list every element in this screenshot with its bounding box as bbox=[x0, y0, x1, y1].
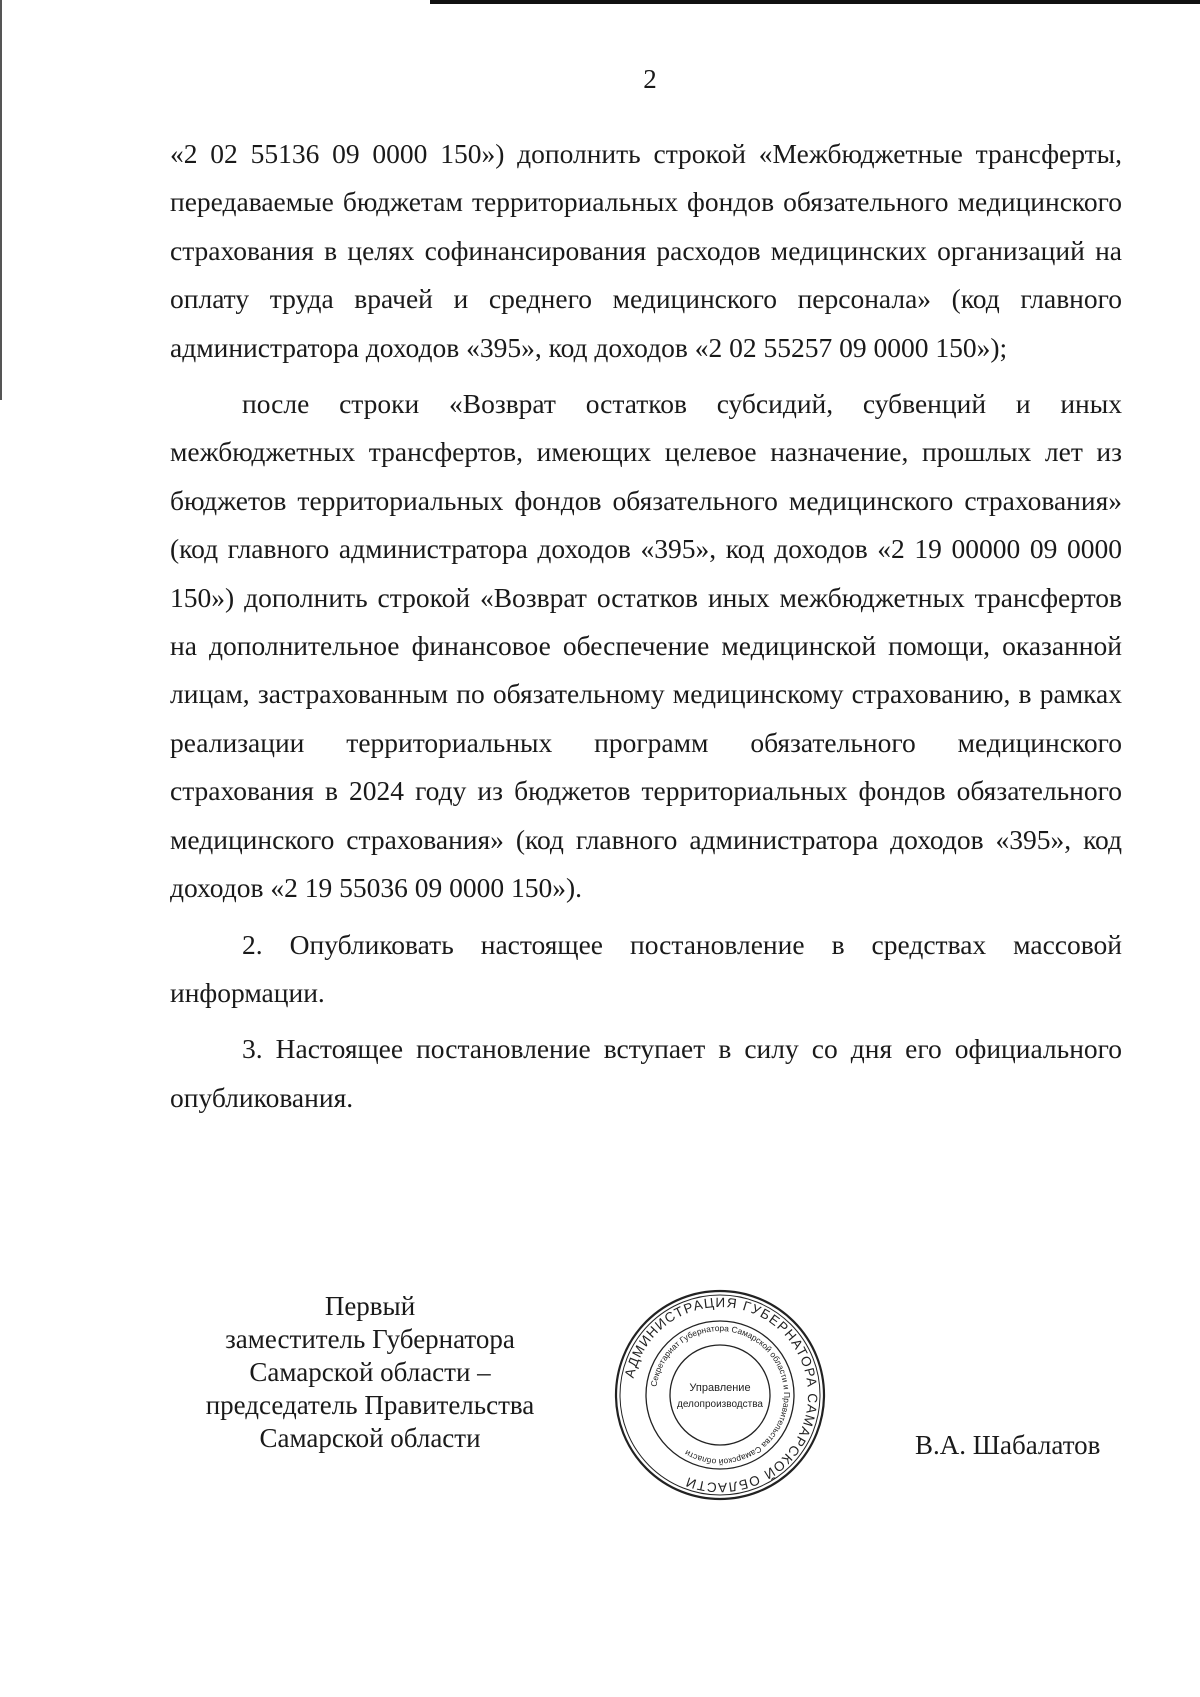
scan-top-border bbox=[430, 0, 1200, 4]
seal-center-line: Управление bbox=[689, 1382, 751, 1394]
position-line: Самарской области – bbox=[249, 1357, 491, 1387]
position-line: председатель Правительства bbox=[205, 1390, 535, 1420]
position-line: заместитель Губернатора bbox=[225, 1324, 515, 1354]
seal-inner-text: Секретариат Губернатора Самарской области и Правительства Самарской области bbox=[648, 1322, 793, 1468]
paragraph-amendment: после строки «Возврат остатков субсидий, субвенций и иных межбюджетных трансфертов, имеющих целевое назначение, прошлых лет из бюджетов территориальных фондов обязательного медицинского страхования» (код главного администратора доходов «395», код доходов «2 19 00000 09 0000 150») дополнить строкой «Возврат остатков иных межбюджетных трансфертов на дополнительное финансовое обеспечение медицинской помощи, оказанной лицам, застрахованным по обязательному медицинскому страхованию, в рамках реализации территориальных программ обязательного медицинского страхования в 2024 году из бюджетов территориальных фондов обязательного медицинского страхования» (код главного администратора доходов «395», код доходов «2 19 55036 09 0000 150»). bbox=[170, 388, 1122, 904]
position-line: Первый bbox=[324, 1291, 416, 1321]
document-body bbox=[170, 130, 1122, 1122]
signatory-position bbox=[180, 1290, 560, 1455]
scan-left-border bbox=[0, 0, 2, 400]
paragraph-continuation: «2 02 55136 09 0000 150») дополнить строкой «Межбюджетные трансферты, передаваемые бюджетам территориальных фондов обязательного медицинского страхования в целях софинансирования расходов медицинских организаций на оплату труда врачей и среднего медицинского персонала» (код главного администратора доходов «395», код доходов «2 02 55257 09 0000 150»); bbox=[170, 138, 1122, 363]
seal-outer-text: АДМИНИСТРАЦИЯ ГУБЕРНАТОРА САМАРСКОЙ ОБЛАСТИ bbox=[621, 1294, 821, 1496]
position-line: Самарской области bbox=[259, 1423, 481, 1453]
signatory-name: В.А. Шабалатов bbox=[915, 1430, 1101, 1460]
paragraph-effective-date: 3. Настоящее постановление вступает в силу со дня его официального опубликования. bbox=[170, 1033, 1122, 1113]
page-number: 2 bbox=[643, 64, 657, 94]
official-seal bbox=[610, 1285, 830, 1505]
seal-center-line: делопроизводства bbox=[676, 1399, 764, 1410]
paragraph-publication: 2. Опубликовать настоящее постановление в средствах массовой информации. bbox=[170, 928, 1122, 1008]
